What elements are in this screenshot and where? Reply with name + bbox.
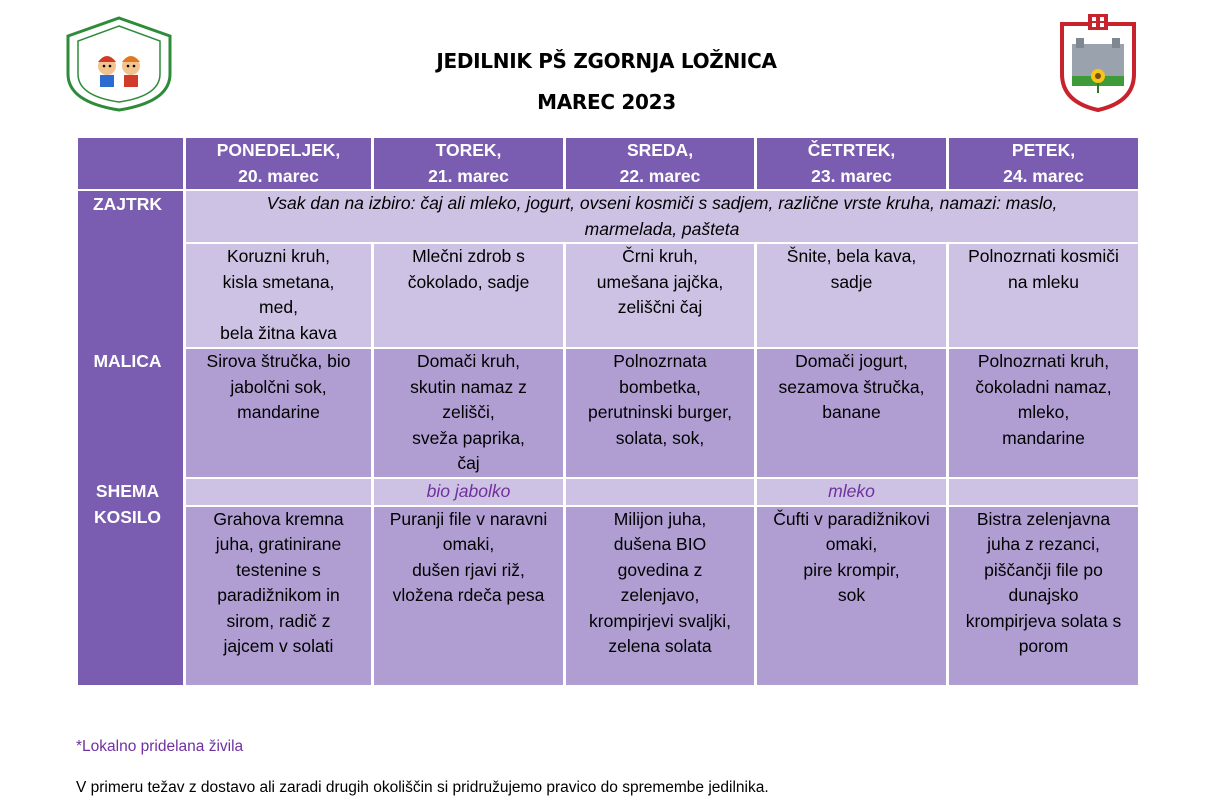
day-name: TOREK, xyxy=(435,140,502,160)
menu-line: na mleku xyxy=(1007,271,1079,292)
menu-line: testenine s xyxy=(236,559,321,580)
shema-cell xyxy=(186,479,371,505)
menu-line: Črni kruh, xyxy=(622,246,698,266)
menu-line: čokolado, sadje xyxy=(407,271,530,292)
day-header-tuesday xyxy=(374,138,563,189)
menu-title: JEDILNIK PŠ ZGORNJA LOŽNICA xyxy=(436,49,777,73)
shema-cell: mleko xyxy=(757,479,946,505)
menu-line: Mlečni zdrob s xyxy=(412,246,525,266)
day-date: 21. marec xyxy=(428,165,509,186)
weekly-menu-table xyxy=(75,136,1141,687)
menu-line: vložena rdeča pesa xyxy=(392,585,545,605)
allday-line: marmelada, pašteta xyxy=(584,218,740,239)
zajtrk-cell xyxy=(757,244,946,347)
menu-line: porom xyxy=(1018,636,1069,656)
malica-cell xyxy=(757,349,946,477)
malica-cell xyxy=(566,349,754,477)
day-date: 20. marec xyxy=(238,165,319,186)
zajtrk-row xyxy=(78,244,1138,347)
menu-line: banane xyxy=(822,402,881,422)
menu-line: mleko, xyxy=(1017,402,1070,422)
menu-line: skutin namaz z xyxy=(410,376,527,397)
row-label-malica: MALICA xyxy=(93,351,162,371)
menu-line: bombetka, xyxy=(619,376,701,397)
zajtrk-allday-cell xyxy=(186,191,1138,242)
zajtrk-cell xyxy=(186,244,371,347)
day-date: 22. marec xyxy=(619,165,701,186)
zajtrk-cell xyxy=(374,244,563,347)
menu-line: Bistra zelenjavna xyxy=(976,508,1111,529)
menu-line: dušena BIO xyxy=(613,534,707,554)
malica-cell xyxy=(374,349,563,477)
menu-line: kisla smetana, xyxy=(222,271,335,292)
malica-cell xyxy=(949,349,1138,477)
menu-line: sok xyxy=(837,585,866,605)
shema-cell xyxy=(949,479,1138,505)
menu-line: zelena solata xyxy=(608,636,712,656)
menu-line: omaki, xyxy=(442,534,495,554)
menu-line: perutninski burger, xyxy=(588,402,732,422)
day-header-thursday xyxy=(757,138,946,189)
day-name: PONEDELJEK, xyxy=(216,140,341,160)
menu-line: sadje xyxy=(830,271,873,292)
row-label-kosilo: KOSILO xyxy=(93,507,162,527)
menu-line: pire krompir, xyxy=(803,559,900,580)
day-name: SREDA, xyxy=(626,140,694,160)
menu-line: Milijon juha, xyxy=(613,508,707,529)
menu-line: Sirova štručka, bio xyxy=(206,351,351,371)
menu-line: umešana jajčka, xyxy=(596,271,724,292)
day-name: PETEK, xyxy=(1011,140,1076,160)
zajtrk-allday-row xyxy=(78,191,1138,242)
menu-line: čokoladni namaz, xyxy=(975,376,1112,397)
kosilo-cell xyxy=(757,507,946,685)
menu-line: krompirjevi svaljki, xyxy=(589,610,731,631)
kosilo-cell xyxy=(374,507,563,685)
menu-line: paradižnikom in xyxy=(217,585,340,605)
menu-month: MAREC 2023 xyxy=(537,90,676,114)
menu-line: juha, gratinirane xyxy=(215,534,342,554)
menu-line: med, xyxy=(259,297,298,317)
row-label-shema: SHEMA xyxy=(95,481,160,501)
menu-line: krompirjeva solata s xyxy=(965,610,1122,631)
menu-line: dušen rjavi riž, xyxy=(412,559,525,580)
malica-cell xyxy=(186,349,371,477)
menu-line: Domači jogurt, xyxy=(795,351,908,371)
menu-line: Čufti v paradižnikovi xyxy=(773,508,930,529)
menu-line: Polnozrnati kruh, xyxy=(977,351,1110,371)
zajtrk-cell xyxy=(949,244,1138,347)
menu-line: Polnozrnati kosmiči xyxy=(968,246,1119,266)
allday-line: Vsak dan na izbiro: čaj ali mleko, jogurt, ovseni kosmiči s sadjem, različne vrste kruha, namazi: maslo, xyxy=(266,193,1058,213)
kosilo-row xyxy=(78,507,1138,685)
menu-line: piščančji file po xyxy=(984,559,1103,580)
menu-line: čaj xyxy=(457,453,480,473)
menu-line: bela žitna kava xyxy=(220,322,337,343)
shema-cell: bio jabolko xyxy=(374,479,563,505)
day-header-wednesday xyxy=(566,138,754,189)
kosilo-cell xyxy=(566,507,754,685)
menu-line: Koruzni kruh, xyxy=(226,246,331,266)
menu-line: sirom, radič z xyxy=(226,610,331,631)
local-food-note: *Lokalno pridelana živila xyxy=(76,738,244,755)
menu-line: solata, sok, xyxy=(615,427,705,448)
menu-line: Grahova kremna xyxy=(213,508,344,529)
menu-line: zelenjavo, xyxy=(620,585,700,605)
menu-line: govedina z xyxy=(617,559,703,580)
row-label-zajtrk: ZAJTRK xyxy=(92,194,163,214)
menu-line: Polnozrnata xyxy=(613,351,707,371)
menu-line: sveža paprika, xyxy=(412,427,525,448)
corner-cell xyxy=(78,138,183,189)
malica-row xyxy=(78,349,1138,477)
day-date: 24. marec xyxy=(1003,165,1084,186)
zajtrk-cell xyxy=(566,244,754,347)
menu-line: Domači kruh, xyxy=(416,351,521,371)
menu-line: zelišči, xyxy=(442,402,495,422)
menu-line: zeliščni čaj xyxy=(617,297,703,317)
menu-line: jabolčni sok, xyxy=(230,376,327,397)
day-name: ČETRTEK, xyxy=(807,140,896,160)
shema-row xyxy=(78,479,1138,505)
day-header-monday xyxy=(186,138,371,189)
menu-line: mandarine xyxy=(237,402,320,422)
shema-cell xyxy=(566,479,754,505)
side-label-column xyxy=(78,191,183,685)
menu-line: juha z rezanci, xyxy=(987,534,1100,554)
menu-line: mandarine xyxy=(1002,427,1085,448)
kosilo-cell xyxy=(949,507,1138,685)
day-header-friday xyxy=(949,138,1138,189)
menu-line: dunajsko xyxy=(1008,585,1079,605)
menu-line: sezamova štručka, xyxy=(778,376,925,397)
day-date: 23. marec xyxy=(811,165,892,186)
menu-line: jajcem v solati xyxy=(223,636,334,656)
menu-line: omaki, xyxy=(825,534,878,554)
menu-line: Puranji file v naravni xyxy=(389,508,548,529)
menu-line: Šnite, bela kava, xyxy=(786,246,917,266)
footer-disclaimer: V primeru težav z dostavo ali zaradi drugih okoliščin si pridružujemo pravico do spremembe jedilnika. xyxy=(76,779,769,796)
kosilo-cell xyxy=(186,507,371,685)
days-header-row xyxy=(78,138,1138,189)
